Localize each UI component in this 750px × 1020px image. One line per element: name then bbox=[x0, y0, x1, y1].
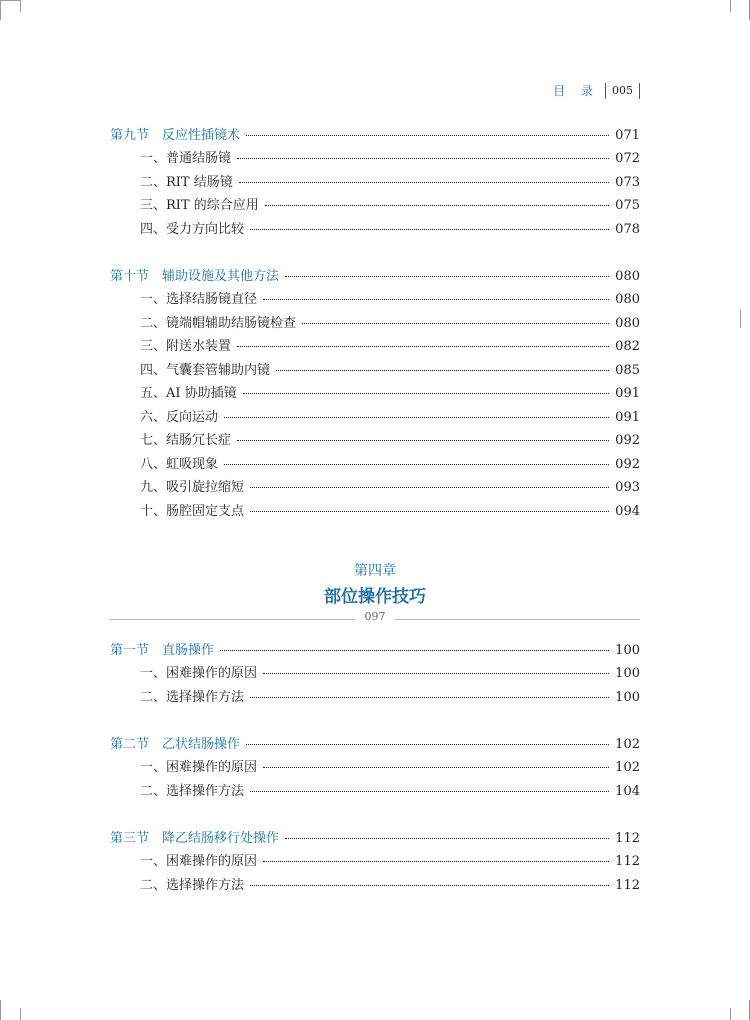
item-label: 二、镜端帽辅助结肠镜检查 bbox=[140, 316, 297, 331]
dot-leader bbox=[246, 743, 609, 745]
dot-leader bbox=[250, 790, 609, 792]
page-number: 080 bbox=[615, 269, 640, 284]
toc-item[interactable] bbox=[110, 172, 640, 194]
page-number: 100 bbox=[615, 690, 640, 705]
item-label: 二、选择操作方法 bbox=[140, 784, 245, 799]
item-label: 六、反向运动 bbox=[140, 410, 219, 425]
toc-item[interactable] bbox=[110, 454, 640, 476]
toc-section[interactable] bbox=[110, 640, 640, 662]
page-number: 102 bbox=[615, 737, 640, 752]
crop-mark bbox=[0, 1000, 1, 1020]
toc-section[interactable] bbox=[110, 734, 640, 756]
header-divider bbox=[605, 83, 606, 99]
item-label: 二、选择操作方法 bbox=[140, 878, 245, 893]
item-label: 七、结肠冗长症 bbox=[140, 433, 232, 448]
toc-item[interactable] bbox=[110, 430, 640, 452]
dot-leader bbox=[237, 439, 609, 441]
dot-leader bbox=[263, 672, 609, 674]
dot-leader bbox=[224, 463, 609, 465]
page-number: 112 bbox=[615, 878, 640, 893]
item-label: 八、虹吸现象 bbox=[140, 457, 219, 472]
toc-item[interactable] bbox=[110, 336, 640, 358]
crop-mark bbox=[740, 310, 741, 328]
dot-leader bbox=[250, 228, 609, 230]
crop-mark bbox=[20, 1008, 21, 1020]
item-label: 一、困难操作的原因 bbox=[140, 854, 258, 869]
item-label: 四、气囊套管辅助内镜 bbox=[140, 363, 271, 378]
dot-leader bbox=[285, 275, 609, 277]
crop-mark bbox=[0, 0, 1, 20]
toc-item[interactable] bbox=[110, 687, 640, 709]
chapter-title[interactable]: 部位操作技巧 bbox=[324, 587, 426, 607]
item-label: 一、困难操作的原因 bbox=[140, 666, 258, 681]
toc-item[interactable] bbox=[110, 875, 640, 897]
dot-leader bbox=[224, 416, 609, 418]
item-label: 九、吸引旋拉缩短 bbox=[140, 480, 245, 495]
dot-leader bbox=[276, 369, 609, 371]
dot-leader bbox=[243, 392, 610, 394]
page-number: 073 bbox=[615, 175, 640, 190]
header-title: 目 录 bbox=[553, 84, 599, 98]
dot-leader bbox=[246, 134, 609, 136]
item-label: 三、附送水装置 bbox=[140, 339, 232, 354]
page-number: 082 bbox=[615, 339, 640, 354]
toc-item[interactable] bbox=[110, 383, 640, 405]
page-number: 092 bbox=[615, 433, 640, 448]
dot-leader bbox=[250, 696, 609, 698]
page-number: 078 bbox=[615, 222, 640, 237]
item-label: 三、RIT 的综合应用 bbox=[140, 198, 259, 213]
chapter-number: 第四章 bbox=[354, 563, 396, 579]
toc-item[interactable] bbox=[110, 663, 640, 685]
item-label: 四、受力方向比较 bbox=[140, 222, 245, 237]
section-label: 第三节 降乙结肠移行处操作 bbox=[110, 831, 280, 846]
dot-leader bbox=[265, 204, 609, 206]
toc-item[interactable] bbox=[110, 757, 640, 779]
section-label: 第十节 辅助设施及其他方法 bbox=[110, 269, 280, 284]
page-number: 071 bbox=[615, 128, 640, 143]
page-number: 080 bbox=[615, 292, 640, 307]
toc-item[interactable] bbox=[110, 313, 640, 335]
page-number: 080 bbox=[615, 316, 640, 331]
toc-item[interactable] bbox=[110, 781, 640, 803]
chapter-page-number: 097 bbox=[364, 610, 386, 623]
item-label: 二、RIT 结肠镜 bbox=[140, 175, 233, 190]
toc-item[interactable] bbox=[110, 851, 640, 873]
item-label: 一、选择结肠镜直径 bbox=[140, 292, 258, 307]
toc-item[interactable] bbox=[110, 501, 640, 523]
dot-leader bbox=[263, 298, 609, 300]
item-label: 五、AI 协助插镜 bbox=[140, 386, 237, 401]
dot-leader bbox=[250, 486, 609, 488]
dot-leader bbox=[250, 510, 609, 512]
header-page-number: 005 bbox=[612, 84, 633, 97]
crop-mark bbox=[730, 0, 731, 12]
toc-item[interactable] bbox=[110, 219, 640, 241]
item-label: 二、选择操作方法 bbox=[140, 690, 245, 705]
toc-section[interactable] bbox=[110, 125, 640, 147]
header-divider bbox=[639, 83, 640, 99]
toc-item[interactable] bbox=[110, 360, 640, 382]
page-number: 100 bbox=[615, 643, 640, 658]
dot-leader bbox=[263, 860, 609, 862]
page-number: 091 bbox=[615, 386, 640, 401]
item-label: 一、普通结肠镜 bbox=[140, 151, 232, 166]
toc-item[interactable] bbox=[110, 195, 640, 217]
dot-leader bbox=[237, 157, 609, 159]
toc-item[interactable] bbox=[110, 289, 640, 311]
section-label: 第九节 反应性插镜术 bbox=[110, 128, 241, 143]
dot-leader bbox=[263, 766, 609, 768]
toc-section[interactable] bbox=[110, 828, 640, 850]
dot-leader bbox=[239, 181, 609, 183]
running-header bbox=[553, 82, 640, 99]
item-label: 一、困难操作的原因 bbox=[140, 760, 258, 775]
dot-leader bbox=[220, 649, 609, 651]
toc-item[interactable] bbox=[110, 148, 640, 170]
page-number: 072 bbox=[615, 151, 640, 166]
toc-item[interactable] bbox=[110, 477, 640, 499]
page-number: 092 bbox=[615, 457, 640, 472]
dot-leader bbox=[302, 322, 609, 324]
toc-section[interactable] bbox=[110, 266, 640, 288]
page-number: 091 bbox=[615, 410, 640, 425]
crop-mark bbox=[0, 0, 20, 1]
page-number: 112 bbox=[615, 831, 640, 846]
page-number: 112 bbox=[615, 854, 640, 869]
crop-mark bbox=[730, 1008, 731, 1020]
page-number: 100 bbox=[615, 666, 640, 681]
toc-item[interactable] bbox=[110, 407, 640, 429]
dot-leader bbox=[285, 837, 609, 839]
page-number: 102 bbox=[615, 760, 640, 775]
page-number: 104 bbox=[615, 784, 640, 799]
crop-mark bbox=[20, 0, 21, 12]
section-label: 第二节 乙状结肠操作 bbox=[110, 737, 241, 752]
dot-leader bbox=[250, 884, 609, 886]
page-number: 085 bbox=[615, 363, 640, 378]
page-number: 094 bbox=[615, 504, 640, 519]
dot-leader bbox=[237, 345, 609, 347]
section-label: 第一节 直肠操作 bbox=[110, 643, 215, 658]
item-label: 十、肠腔固定支点 bbox=[140, 504, 245, 519]
page-number: 075 bbox=[615, 198, 640, 213]
page-number: 093 bbox=[615, 480, 640, 495]
